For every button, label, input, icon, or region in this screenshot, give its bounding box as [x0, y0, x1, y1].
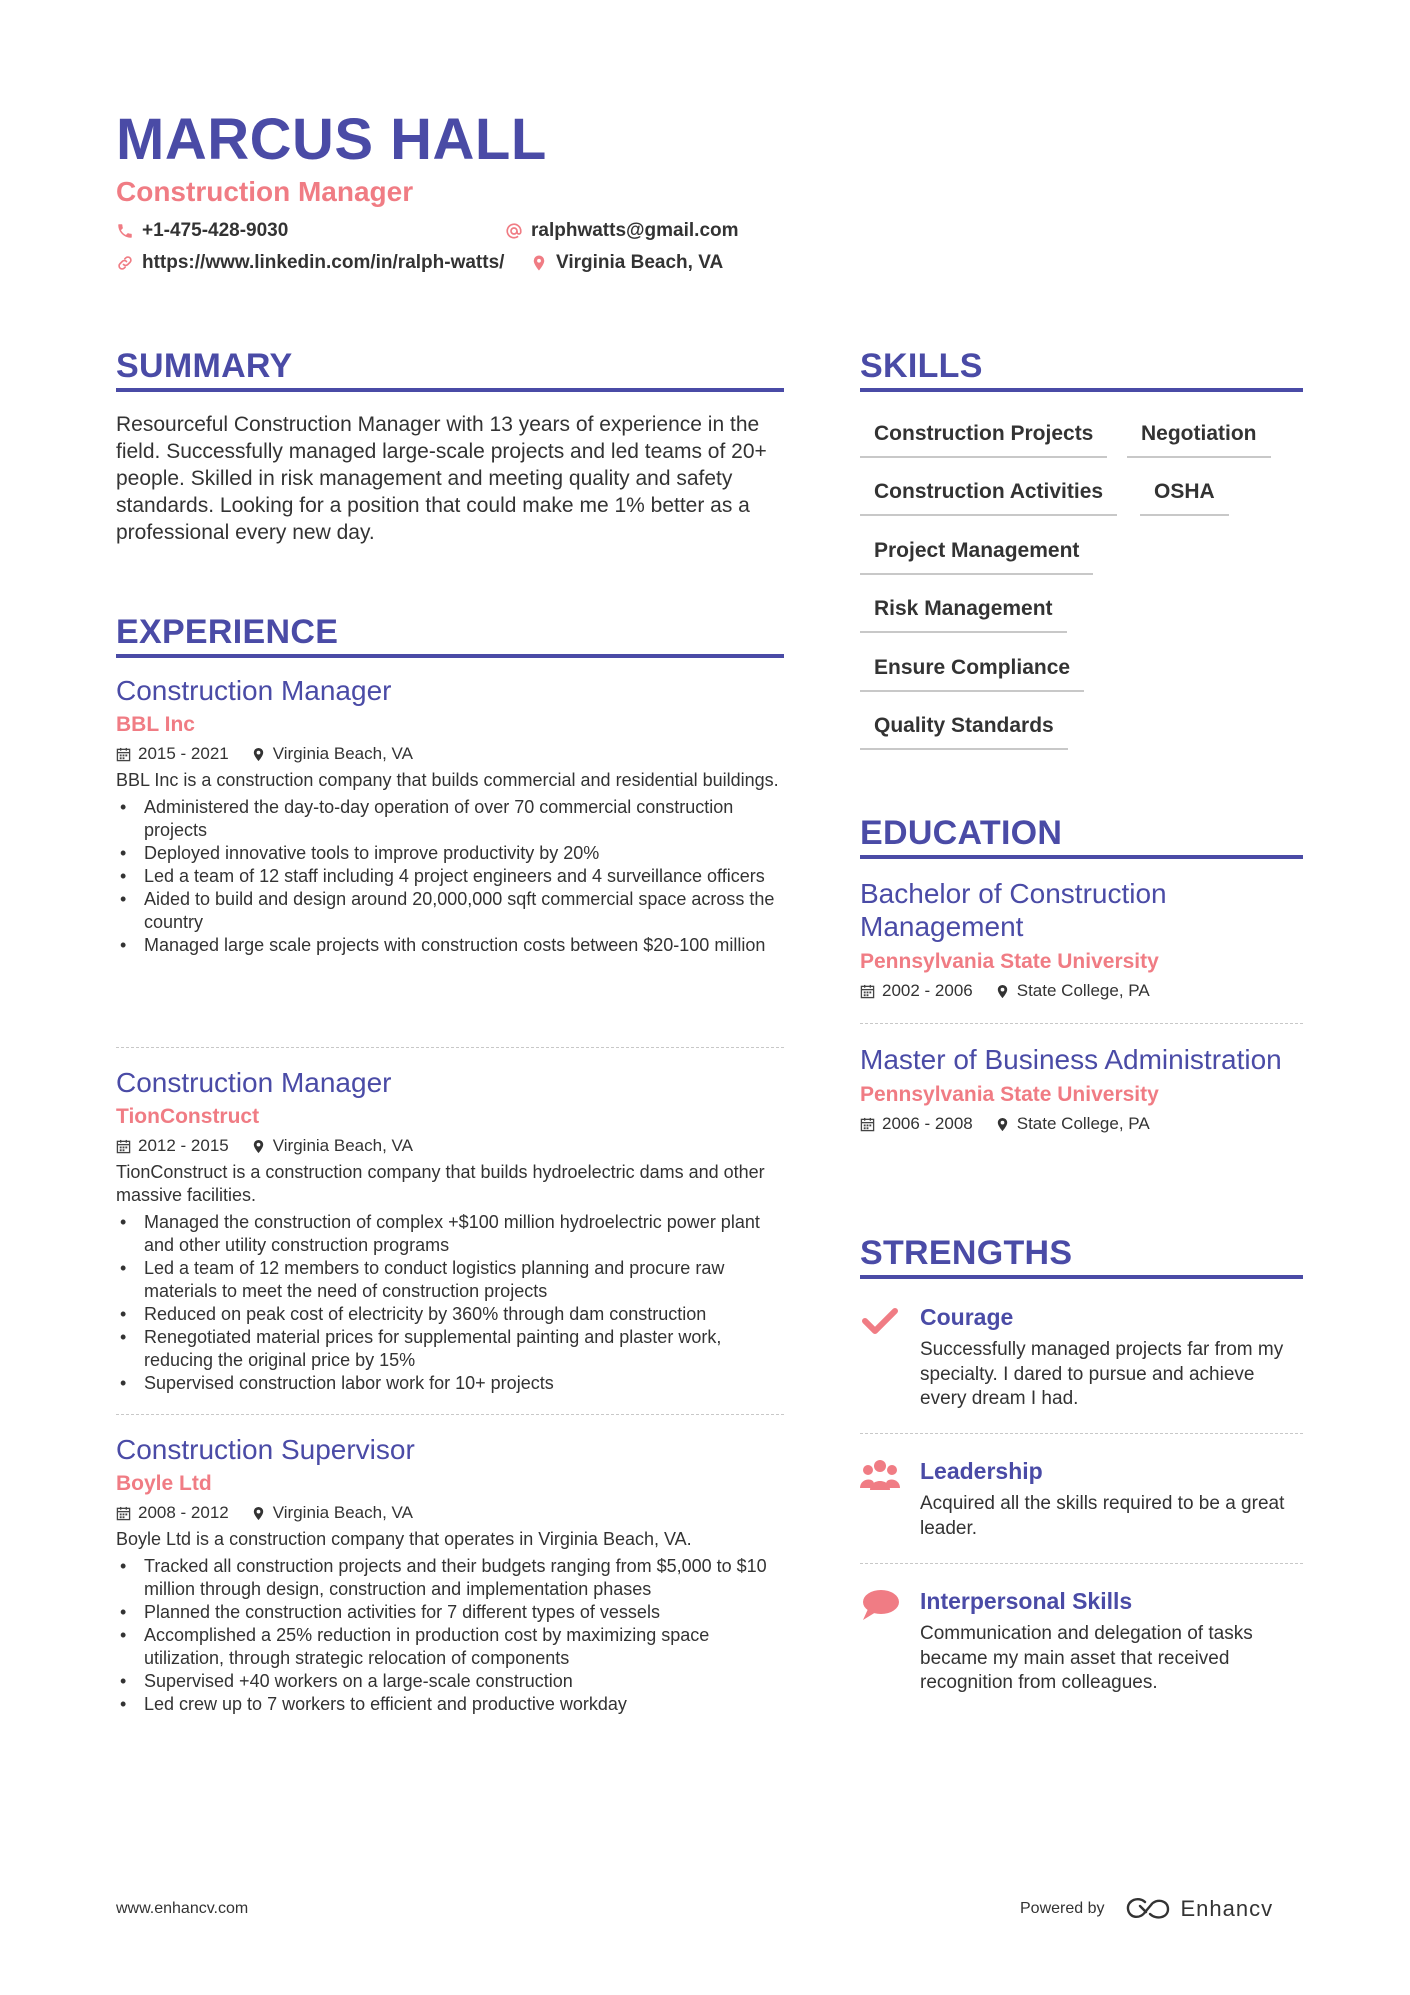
bullet-item: • Planned the construction activities for 7 different types of vessels [116, 1601, 784, 1624]
calendar-icon [116, 1506, 131, 1521]
entry-separator [860, 1433, 1303, 1434]
education-meta [860, 980, 1303, 1002]
bullet-item: • Deployed innovative tools to improve productivity by 20% [116, 842, 784, 865]
education-location: State College, PA [1016, 981, 1150, 1000]
calendar-icon [860, 1117, 875, 1132]
experience-entry [116, 1066, 784, 1395]
job-title: Construction Manager [116, 675, 392, 706]
job-company: BBL Inc [116, 713, 195, 736]
entry-separator [116, 1047, 784, 1048]
job-location: Virginia Beach, VA [272, 1136, 413, 1155]
bullet-item: • Managed large scale projects with construction costs between $20-100 million [116, 934, 784, 957]
bullet-item: • Aided to build and design around 20,000,000 sqft commercial space across the country [116, 888, 784, 934]
bullet-item: • Supervised construction labor work for 10+ projects [116, 1372, 784, 1395]
education-dates: 2006 - 2008 [882, 1114, 973, 1133]
location-pin-icon [251, 1139, 266, 1154]
job-dates: 2008 - 2012 [138, 1503, 229, 1522]
contact-linkedin[interactable] [116, 252, 504, 274]
job-dates: 2015 - 2021 [138, 744, 229, 763]
email-text: ralphwatts@gmail.com [531, 220, 739, 241]
skills-heading: SKILLS [860, 347, 983, 385]
brand-name: Enhancv [1180, 1896, 1274, 1921]
job-bullets [116, 1555, 784, 1716]
skills-divider [860, 388, 1303, 392]
strength-name: Courage [920, 1304, 1014, 1330]
school-name: Pennsylvania State University [860, 1083, 1159, 1106]
strength-description: Acquired all the skills required to be a great leader. [920, 1493, 1285, 1539]
education-dates: 2002 - 2006 [882, 981, 973, 1000]
calendar-icon [860, 984, 875, 999]
skill-tag: Negotiation [1127, 420, 1271, 458]
bullet-item: • Supervised +40 workers on a large-scale construction [116, 1670, 784, 1693]
degree-title: Bachelor of Construction Management [860, 878, 1167, 942]
linkedin-text: https://www.linkedin.com/in/ralph-watts/ [142, 252, 505, 273]
education-location: State College, PA [1016, 1114, 1150, 1133]
skill-tag: Ensure Compliance [860, 654, 1084, 692]
bullet-item: • Led a team of 12 members to conduct logistics planning and procure raw materials to meet the need of construction projects [116, 1257, 784, 1303]
bullet-item: • Led crew up to 7 workers to efficient and productive workday [116, 1693, 784, 1716]
experience-entry [116, 1433, 784, 1716]
strength-item [860, 1302, 1303, 1422]
entry-separator [860, 1563, 1303, 1564]
school-name: Pennsylvania State University [860, 950, 1159, 973]
contact-email[interactable] [505, 220, 739, 242]
link-icon [116, 254, 134, 272]
job-meta [116, 743, 784, 765]
education-entry [860, 1043, 1303, 1135]
job-location: Virginia Beach, VA [272, 1503, 413, 1522]
education-divider [860, 855, 1303, 859]
summary-text: Resourceful Construction Manager with 13 years of experience in the field. Successfully managed large-scale projects and led teams of 20+ people. Skilled in risk management and meeting quality and safety standards. Looking for a position that could make me 1% better as a professional every new day. [116, 413, 767, 544]
group-icon [860, 1458, 900, 1492]
contact-phone[interactable] [116, 220, 288, 242]
job-dates: 2012 - 2015 [138, 1136, 229, 1155]
location-pin-icon [251, 747, 266, 762]
strength-item [860, 1586, 1303, 1706]
entry-separator [860, 1023, 1303, 1024]
job-description: Boyle Ltd is a construction company that operates in Virginia Beach, VA. [116, 1529, 692, 1549]
location-text: Virginia Beach, VA [556, 252, 724, 273]
footer-website[interactable]: www.enhancv.com [116, 1900, 249, 1917]
bullet-item: • Led a team of 12 staff including 4 project engineers and 4 surveillance officers [116, 865, 784, 888]
powered-by-label: Powered by [1020, 1900, 1105, 1917]
bullet-item: • Tracked all construction projects and their budgets ranging from $5,000 to $10 million through design, construction and implementation phases [116, 1555, 784, 1601]
education-heading: EDUCATION [860, 814, 1063, 852]
skill-tag: Project Management [860, 537, 1093, 575]
strengths-divider [860, 1275, 1303, 1279]
bullet-item: • Managed the construction of complex +$100 million hydroelectric power plant and other utility construction programs [116, 1211, 784, 1257]
skill-tag: Risk Management [860, 595, 1067, 633]
footer-branding [1020, 1896, 1273, 1922]
location-pin-icon [251, 1506, 266, 1521]
education-meta [860, 1113, 1303, 1135]
job-bullets [116, 796, 784, 957]
contact-location [530, 252, 723, 274]
bullet-item: • Accomplished a 25% reduction in production cost by maximizing space utilization, through strategic relocation of components [116, 1624, 784, 1670]
checkmark-icon [860, 1304, 900, 1338]
strength-description: Successfully managed projects far from my specialty. I dared to pursue and achieve every dream I had. [920, 1339, 1284, 1409]
degree-title: Master of Business Administration [860, 1044, 1282, 1075]
job-meta [116, 1135, 784, 1157]
calendar-icon [116, 747, 131, 762]
location-pin-icon [530, 254, 548, 272]
enhancv-logo-icon [1125, 1897, 1171, 1921]
job-title: Construction Manager [116, 1067, 392, 1098]
summary-heading: SUMMARY [116, 347, 293, 385]
job-location: Virginia Beach, VA [272, 744, 413, 763]
strength-name: Interpersonal Skills [920, 1588, 1133, 1614]
experience-divider [116, 654, 784, 658]
skill-tag: Construction Activities [860, 478, 1117, 516]
experience-heading: EXPERIENCE [116, 613, 339, 651]
speech-bubble-icon [860, 1588, 900, 1622]
strength-name: Leadership [920, 1458, 1043, 1484]
skill-tag: Construction Projects [860, 420, 1107, 458]
job-description: TionConstruct is a construction company that builds hydroelectric dams and other massive facilities. [116, 1162, 765, 1205]
skill-tag: OSHA [1140, 478, 1229, 516]
education-entry [860, 877, 1303, 1002]
job-bullets [116, 1211, 784, 1395]
brand-logo[interactable] [1125, 1896, 1274, 1922]
strengths-heading: STRENGTHS [860, 1234, 1073, 1272]
phone-icon [116, 222, 134, 240]
job-company: Boyle Ltd [116, 1472, 212, 1495]
location-pin-icon [995, 984, 1010, 999]
bullet-item: • Administered the day-to-day operation of over 70 commercial construction projects [116, 796, 784, 842]
candidate-role: Construction Manager [116, 176, 414, 207]
skill-tag: Quality Standards [860, 712, 1068, 750]
entry-separator [116, 1414, 784, 1415]
strength-item [860, 1456, 1303, 1546]
summary-divider [116, 388, 784, 392]
job-company: TionConstruct [116, 1105, 260, 1128]
strength-description: Communication and delegation of tasks became my main asset that received recognition from colleagues. [920, 1623, 1253, 1693]
bullet-item: • Renegotiated material prices for supplemental painting and plaster work, reducing the original price by 15% [116, 1326, 784, 1372]
experience-entry [116, 674, 784, 957]
job-title: Construction Supervisor [116, 1434, 415, 1465]
bullet-item: • Reduced on peak cost of electricity by 360% through dam construction [116, 1303, 784, 1326]
at-icon [505, 222, 523, 240]
job-description: BBL Inc is a construction company that builds commercial and residential buildings. [116, 770, 779, 790]
calendar-icon [116, 1139, 131, 1154]
job-meta [116, 1502, 784, 1524]
location-pin-icon [995, 1117, 1010, 1132]
candidate-name: MARCUS HALL [116, 107, 547, 172]
phone-text: +1-475-428-9030 [142, 220, 289, 241]
